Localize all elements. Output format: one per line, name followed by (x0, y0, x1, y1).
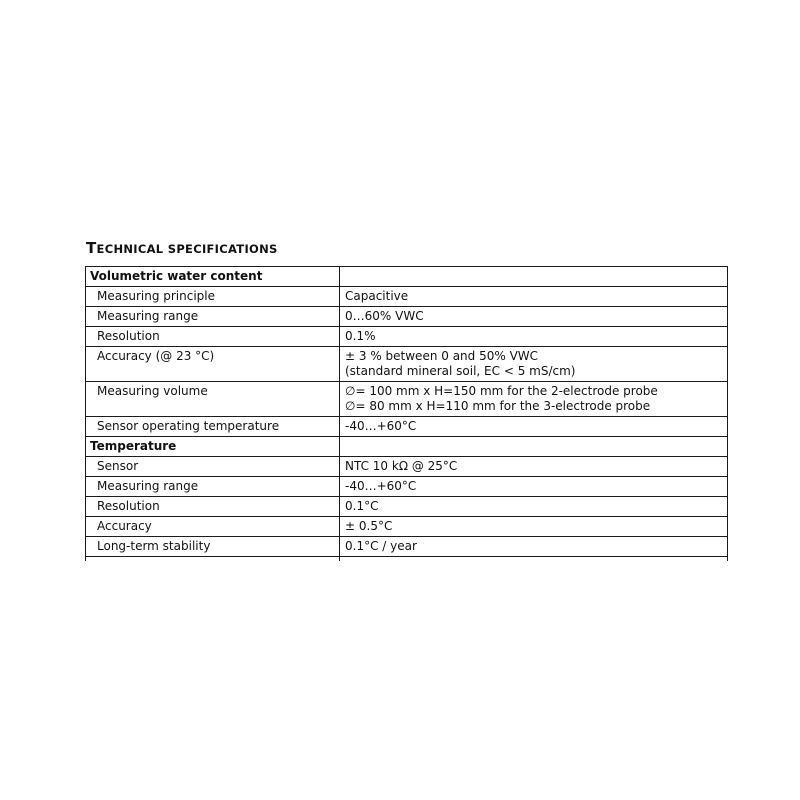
spec-value (340, 307, 728, 327)
spec-value-line: 0.1°C / year (345, 539, 417, 553)
spec-value-line: -40…+60°C (345, 479, 417, 493)
spec-value-line: -40…+60°C (345, 419, 417, 433)
spec-value (340, 537, 728, 557)
group-name: Volumetric water content (86, 267, 340, 287)
spec-label: Long-term stability (86, 537, 340, 557)
spec-label: Accuracy (@ 23 °C) (86, 347, 340, 382)
table-row (86, 327, 728, 347)
spec-value-line: 0.1% (345, 329, 376, 343)
group-header-row (86, 267, 728, 287)
section-title-initial: T (86, 239, 97, 257)
group-value-empty (340, 437, 728, 457)
technical-specifications-table (85, 266, 728, 561)
section-title (86, 239, 278, 257)
spec-value (340, 477, 728, 497)
spec-value-line: ∅= 100 mm x H=150 mm for the 2-electrode probe (345, 384, 658, 398)
table-row (86, 382, 728, 417)
table-row (86, 497, 728, 517)
spec-value-line: ± 0.5°C (345, 519, 393, 533)
cutoff-cell (86, 557, 340, 562)
table-row (86, 517, 728, 537)
spec-value (340, 327, 728, 347)
spec-value-line: Capacitive (345, 289, 409, 303)
spec-value-line: NTC 10 kΩ @ 25°C (345, 459, 458, 473)
spec-label: Resolution (86, 327, 340, 347)
spec-label: Measuring volume (86, 382, 340, 417)
spec-label: Sensor operating temperature (86, 417, 340, 437)
spec-value (340, 347, 728, 382)
table-row-cutoff (86, 557, 728, 562)
spec-value-line: 0.1°C (345, 499, 379, 513)
spec-label: Sensor (86, 457, 340, 477)
spec-label: Accuracy (86, 517, 340, 537)
spec-value (340, 517, 728, 537)
spec-value-line: ∅= 80 mm x H=110 mm for the 3-electrode probe (345, 399, 651, 413)
spec-value (340, 497, 728, 517)
section-title-rest: ECHNICAL SPECIFICATIONS (96, 242, 278, 256)
spec-value-line: ± 3 % between 0 and 50% VWC (345, 349, 539, 363)
spec-label: Measuring principle (86, 287, 340, 307)
group-name: Temperature (86, 437, 340, 457)
spec-value (340, 287, 728, 307)
spec-label: Measuring range (86, 307, 340, 327)
spec-value (340, 382, 728, 417)
spec-value-line: 0…60% VWC (345, 309, 424, 323)
table-row (86, 347, 728, 382)
table-row (86, 307, 728, 327)
cutoff-cell (340, 557, 728, 562)
spec-label: Resolution (86, 497, 340, 517)
group-value-empty (340, 267, 728, 287)
table-row (86, 537, 728, 557)
table-row (86, 417, 728, 437)
table-row (86, 287, 728, 307)
spec-value-line: (standard mineral soil, EC < 5 mS/cm) (345, 364, 576, 378)
spec-label: Measuring range (86, 477, 340, 497)
spec-value (340, 417, 728, 437)
group-header-row (86, 437, 728, 457)
table-row (86, 477, 728, 497)
table-row (86, 457, 728, 477)
spec-value (340, 457, 728, 477)
